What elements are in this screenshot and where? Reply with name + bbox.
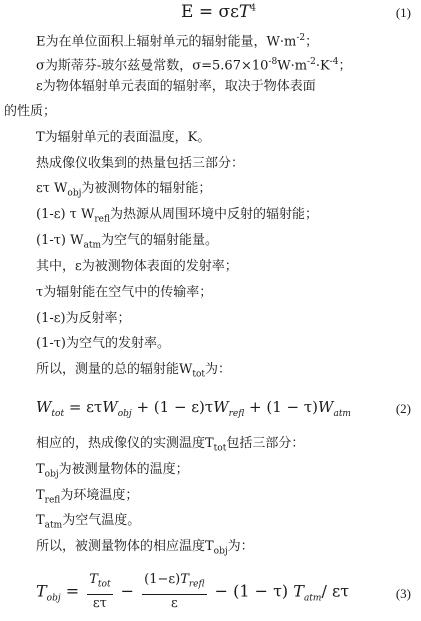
text-line-10: τ为辐射能在空气中的传输率； <box>36 285 213 300</box>
equation-1-number: (1) <box>395 5 411 20</box>
text-line-18: 所以，被测量物体的相应温度$T_{obj}$为： <box>36 539 254 557</box>
eq1-rhs: σε <box>218 2 239 22</box>
text-line-9: 其中，ε为被测物体表面的发射率； <box>36 259 238 274</box>
text-line-7: (1-ε) τ $W_{refl}$为热源从周围环境中反射的辐射能； <box>36 207 319 225</box>
equation-3: $T_{obj}$ = $\frac{T_{tot}}{\varepsilon\tau}$ − $\frac{(1-\varepsilon)T_{refl}}{\varepsilon}$ − (1 − τ) $T_{atm}/$ ετ <box>36 572 350 611</box>
equation-2-number: (2) <box>395 401 411 416</box>
equation-3-number: (3) <box>395 586 411 601</box>
eq1-lhs: E <box>181 2 194 22</box>
eq3-fraction-2: $\frac{(1-\varepsilon)T_{refl}}{\varepsilon}$ <box>144 572 205 611</box>
text-line-2: σ为斯蒂芬-玻尔兹曼常数，$\sigma=5.67\times 10^{-8}W\cdot m^{-2}\cdot K^{-4}$； <box>36 57 352 74</box>
eq3-fraction-1: $\frac{T_{tot}}{\varepsilon\tau}$ <box>89 572 111 611</box>
text-line-5: 热成像仪收集到的热量包括三部分： <box>36 156 245 171</box>
equation-1: E = σεT$^4$ <box>181 2 256 22</box>
text-line-4: T为辐射单元的表面温度，K。 <box>36 130 211 145</box>
text-line-11: (1-ε)为反射率； <box>36 311 131 326</box>
text-line-16: $T_{refl}$为环境温度； <box>36 488 139 506</box>
equation-2: $W_{tot} = \varepsilon\tau W_{obj} + (1 - \varepsilon)\tau W_{refl} + (1 - \tau)W_{atm}$ <box>36 398 351 419</box>
text-line-14: 相应的，热成像仪的实测温度$T_{tot}$包括三部分： <box>36 436 305 454</box>
text-line-12: (1-τ)为空气的发射率。 <box>36 336 170 351</box>
text-line-15: $T_{obj}$为被测量物体的温度； <box>36 462 189 480</box>
text-line-17: $T_{atm}$为空气温度。 <box>36 513 141 531</box>
text-line-8: (1-τ) $W_{atm}$为空气的辐射能量。 <box>36 233 219 251</box>
text-line-13: 所以，测量的总的辐射能$W_{tot}$为： <box>36 362 232 380</box>
text-line-1: E为在单位面积上辐射单元的辐射能量，$W\cdot m^{-2}$； <box>36 33 319 50</box>
eq1-exp: 4 <box>250 3 256 14</box>
text-line-3b: 的性质； <box>4 104 57 119</box>
text-line-6: ετ $W_{obj}$为被测物体的辐射能； <box>36 181 212 199</box>
eq1-var: T <box>238 2 251 22</box>
text-line-3a: ε为物体辐射单元表面的辐射率，取决于物体表面 <box>36 79 316 94</box>
